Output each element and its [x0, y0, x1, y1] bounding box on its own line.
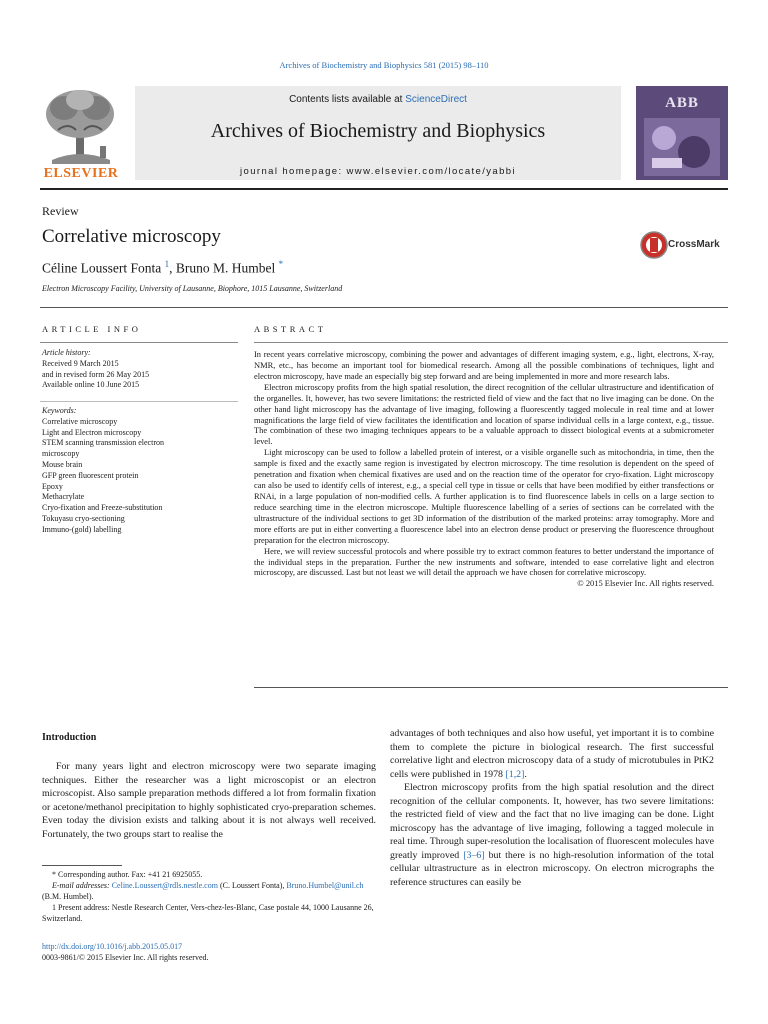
- keyword: Mouse brain: [42, 459, 83, 469]
- present-address-footnote: 1 Present address: Nestle Research Center, Vers-chez-les-Blanc, Case postale 44, 1000 Lausanne 26, Switzerland.: [42, 903, 374, 923]
- body-paragraph: [390, 727, 714, 781]
- reference-link[interactable]: [3–6]: [463, 849, 485, 861]
- keywords-label: Keywords:: [42, 406, 77, 415]
- email-owner: (B.M. Humbel).: [42, 892, 94, 901]
- author-separator: ,: [169, 260, 176, 276]
- keyword: Immuno-(gold) labelling: [42, 524, 122, 534]
- history-label: Article history:: [42, 348, 91, 357]
- abstract-paragraph: In recent years correlative microscopy, combining the power and advantages of different imaging system, e.g., light, electrons, X-ray, NMR, etc., has become an important tool for biomedical research. Among all the possible combinations of techniques, light and electron microscopy, have made an especially big step forward and are being implemented in more and more research labs.: [254, 349, 714, 381]
- email-link[interactable]: Celine.Loussert@rdls.nestle.com: [111, 881, 218, 890]
- history-item: Available online 10 June 2015: [42, 380, 140, 390]
- body-text: .: [524, 768, 527, 780]
- cover-artwork: [644, 118, 720, 176]
- issn-line: 0003-9861/© 2015 Elsevier Inc. All rights reserved.: [42, 953, 209, 962]
- history-item: and in revised form 26 May 2015: [42, 369, 150, 379]
- email-owner: (C. Loussert Fonta),: [217, 881, 287, 890]
- body-text: Electron microscopy profits from the high spatial resolution and the direct recognition of the cellular components. It, however, has two severe limitations: the restricted field of view and the fact that no live imaging can be done. Light microscopy has the advantage of live imaging, following a tagged molecule in real time. Through super-resolution the localisation of fluorescent molecules have greatly improved: [390, 782, 714, 861]
- body-text: but there is no high-resolution information of the total cellular ultrastructure as in electron microscopy. On electron micrographs the reference structures can easily be: [390, 849, 714, 888]
- journal-citation[interactable]: Archives of Biochemistry and Biophysics 581 (2015) 98–110: [279, 60, 489, 70]
- keyword: Methacrylate: [42, 492, 85, 502]
- abstract-paragraph: Here, we will review successful protocols and where possible try to extract common features to better understand the importance of the individual steps in the preparation. Further the new instruments and software, intended to ease correlative light and electron microscopy, are discussed. Last but not least we will detail the approach we have chosen for correlative microscopy.: [254, 545, 714, 578]
- keyword: Tokuyasu cryo-sectioning: [42, 513, 125, 523]
- abstract-heading: ABSTRACT: [254, 324, 327, 334]
- doi-block: [42, 941, 209, 963]
- email-link[interactable]: Bruno.Humbel@unil.ch: [286, 881, 364, 890]
- cover-abbrev: ABB: [665, 95, 699, 111]
- keyword: Light and Electron microscopy: [42, 427, 142, 437]
- history-item: Received 9 March 2015: [42, 358, 119, 368]
- journal-title: Archives of Biochemistry and Biophysics: [210, 120, 546, 142]
- journal-homepage[interactable]: journal homepage: www.elsevier.com/locate/yabbi: [240, 166, 516, 177]
- article-history: [42, 348, 238, 391]
- author-line: [42, 259, 283, 277]
- abstract-end-rule: [254, 687, 728, 688]
- keyword: Cryo-fixation and Freeze-substitution: [42, 503, 163, 513]
- keywords-list: [42, 406, 238, 536]
- elsevier-wordmark: ELSEVIER: [43, 166, 119, 181]
- author-footnote-marker[interactable]: 1: [164, 259, 170, 269]
- keyword: STEM scanning transmission electron: [42, 438, 164, 448]
- introduction-heading: Introduction: [42, 732, 97, 743]
- affiliation: Electron Microscopy Facility, University of Lausanne, Biophore, 1015 Lausanne, Switzerland: [42, 284, 343, 293]
- body-paragraph: For many years light and electron microscopy were two separate imaging techniques. Either the researcher was a light microscopist or an electron microscopist. Also sample preparation methods differed a lot from formalin fixation or acetone/methanol precipitation to highly sophisticated cryo-preparation schemes. Even today the division exists and talking about it is not always well received. Fortunately, the two groups start to realise the: [42, 761, 376, 840]
- keyword: Epoxy: [42, 481, 63, 491]
- abstract-paragraph: Electron microscopy profits from the high spatial resolution, the direct recognition of the cellular ultrastructure and identification of the organelles. It, however, has two severe limitations: the restricted field of view and the fact that no live imaging can be done. On the other hand light microscopy has the advantage of live imaging, following a fluorescently tagged molecule in real time and at lower magnifications the large field of view facilitates the identification and location of sparse individual cells in a large context, e.g., tissue. The combination of these two imaging techniques appears to be a valuable approach to dissect biological events at a submicrometer level.: [254, 381, 714, 447]
- corresponding-marker[interactable]: *: [278, 259, 284, 269]
- copyright-line: © 2015 Elsevier Inc. All rights reserved.: [577, 578, 714, 589]
- body-column-left: [42, 760, 376, 841]
- body-text: advantages of both techniques and also how useful, yet important it is to combine them to complete the picture in biological research. The first successful correlative light and electron microscopy data of a study of microtubules in PtK2 cells were published in 1978: [390, 728, 714, 780]
- reference-link[interactable]: [1,2]: [505, 768, 525, 780]
- contents-line: [135, 94, 621, 105]
- keyword: microscopy: [42, 449, 80, 459]
- abstract-paragraph: Light microscopy can be used to follow a labelled protein of interest, or a visible organelle such as mitochondria, in time, then the sample is fixed and the exactly same region is investigated by electron microscopy. The time resolution is dependent on the speed of penetration and fixation when chemical fixatives are used and on the reaction time of the operator for cryo-fixation. Light microscopy can also be used to identify cells of interest, e.g., a special cell type in tissue or cells that have been modified by either transfections or RNAi, in a large population of non-modified cells. A further application is to find fluorescence labels in cells on a large section to reduce searching time in the electron microscope. Multiple fluorescence labelling of a series of sections can be correlated with the ultrastructure of the individual sections to get 3D information of the distribution of the marked proteins: array tomography. More and more efforts are put in either converting a fluorescence label into an electron dense product or preserving the fluorescence throughout preparation for the electron microscopy.: [254, 447, 714, 545]
- abstract-body: [254, 349, 714, 589]
- article-info-heading: ARTICLE INFO: [42, 324, 142, 334]
- author-name: Bruno M. Humbel: [175, 260, 276, 276]
- contents-prefix: Contents lists available at: [289, 94, 406, 105]
- footnote-rule: [42, 865, 122, 866]
- section-rule: [40, 307, 728, 308]
- history-rule: [40, 401, 238, 402]
- email-footnote: [42, 880, 376, 902]
- crossmark-label[interactable]: CrossMark: [668, 239, 720, 250]
- article-title: Correlative microscopy: [42, 226, 221, 247]
- abstract-rule: [254, 342, 728, 343]
- footnotes: [42, 869, 376, 924]
- email-label: E-mail addresses:: [52, 881, 112, 890]
- body-column-right: [390, 727, 714, 889]
- header-rule: [40, 188, 728, 190]
- article-info-rule: [40, 342, 238, 343]
- sciencedirect-link[interactable]: ScienceDirect: [405, 94, 467, 105]
- corresponding-footnote: * Corresponding author. Fax: +41 21 6925055.: [52, 870, 203, 879]
- body-paragraph: [390, 781, 714, 889]
- keyword: GFP green fluorescent protein: [42, 470, 139, 480]
- keyword: Correlative microscopy: [42, 416, 118, 426]
- author-name: Céline Loussert Fonta: [42, 260, 162, 276]
- article-type: Review: [42, 204, 79, 218]
- doi-link[interactable]: http://dx.doi.org/10.1016/j.abb.2015.05.017: [42, 942, 183, 951]
